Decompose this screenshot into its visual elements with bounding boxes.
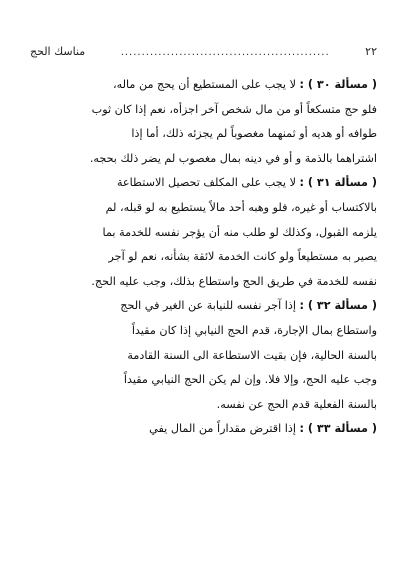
text-line: بالاكتساب أو غيره، فلو وهبه أحد مالاً يستطيع به لو قبله، لم bbox=[105, 200, 377, 214]
text-line: يصير به مستطيعاً ولو كانت الخدمة لائقة بشأنه، نعم لو آجر bbox=[108, 250, 377, 264]
text-line: نفسه للخدمة في طريق الحج واستطاع بذلك، وجب عليه الحج. bbox=[91, 274, 377, 288]
masala-label: ( مسألة ٣٢ ) : bbox=[299, 299, 377, 313]
text-line: بالسنة الفعلية قدم الحج عن نفسه. bbox=[216, 397, 377, 411]
text-line bbox=[30, 73, 377, 98]
paragraph-masala-30 bbox=[30, 73, 377, 171]
text-line: بالسنة الحالية، فإن بقيت الاستطاعة الى السنة القادمة bbox=[127, 348, 377, 362]
text-line: فلو حج متسكعاً أو من مال شخص آخر اجزأه، نعم إذا كان ثوب bbox=[91, 102, 377, 116]
masala-label: ( مسألة ٣٠ ) : bbox=[299, 78, 377, 91]
masala-label: ( مسألة ٣٣ ) : bbox=[299, 422, 377, 436]
text-segment: إذا آجر نفسه للنيابة عن الغير في الحج bbox=[120, 299, 296, 313]
text-line bbox=[30, 417, 377, 442]
text-line: واستطاع بمال الإجارة، قدم الحج النيابي إذا كان مقيداً bbox=[131, 323, 377, 337]
text-segment: إذا اقترض مقداراً من المال يفي bbox=[149, 422, 296, 436]
paragraph-masala-33 bbox=[30, 417, 377, 442]
text-line bbox=[30, 294, 377, 319]
text-line: يلزمه القبول، وكذلك لو طلب منه أن يؤجر نفسه للخدمة بما bbox=[102, 225, 377, 239]
running-title: مناسك الحج bbox=[30, 45, 86, 58]
paragraph-masala-31 bbox=[30, 171, 377, 294]
masala-label: ( مسألة ٣١ ) : bbox=[299, 176, 377, 190]
text-segment: لا يجب على المكلف تحصيل الاستطاعة bbox=[116, 176, 296, 190]
page-header bbox=[30, 40, 377, 58]
text-line: اشتراهما بالذمة و أو في دينه بمال مغصوب لم يضر ذلك بحجه. bbox=[89, 151, 377, 165]
text-line bbox=[30, 171, 377, 196]
page-body bbox=[30, 73, 377, 442]
header-leader-dots: .................................................. bbox=[120, 47, 330, 58]
page-number: ٢٢ bbox=[365, 45, 377, 58]
paragraph-masala-32 bbox=[30, 294, 377, 417]
text-segment: لا يجب على المستطيع أن يحج من ماله، bbox=[113, 78, 296, 91]
text-line: طوافه أو هديه أو ثمنهما مغصوباً لم يجزئه ذلك، أما إذا bbox=[131, 127, 377, 141]
text-line: وجب عليه الحج، وإلا فلا. وإن لم يكن الحج النيابي مقيداً bbox=[123, 373, 377, 387]
